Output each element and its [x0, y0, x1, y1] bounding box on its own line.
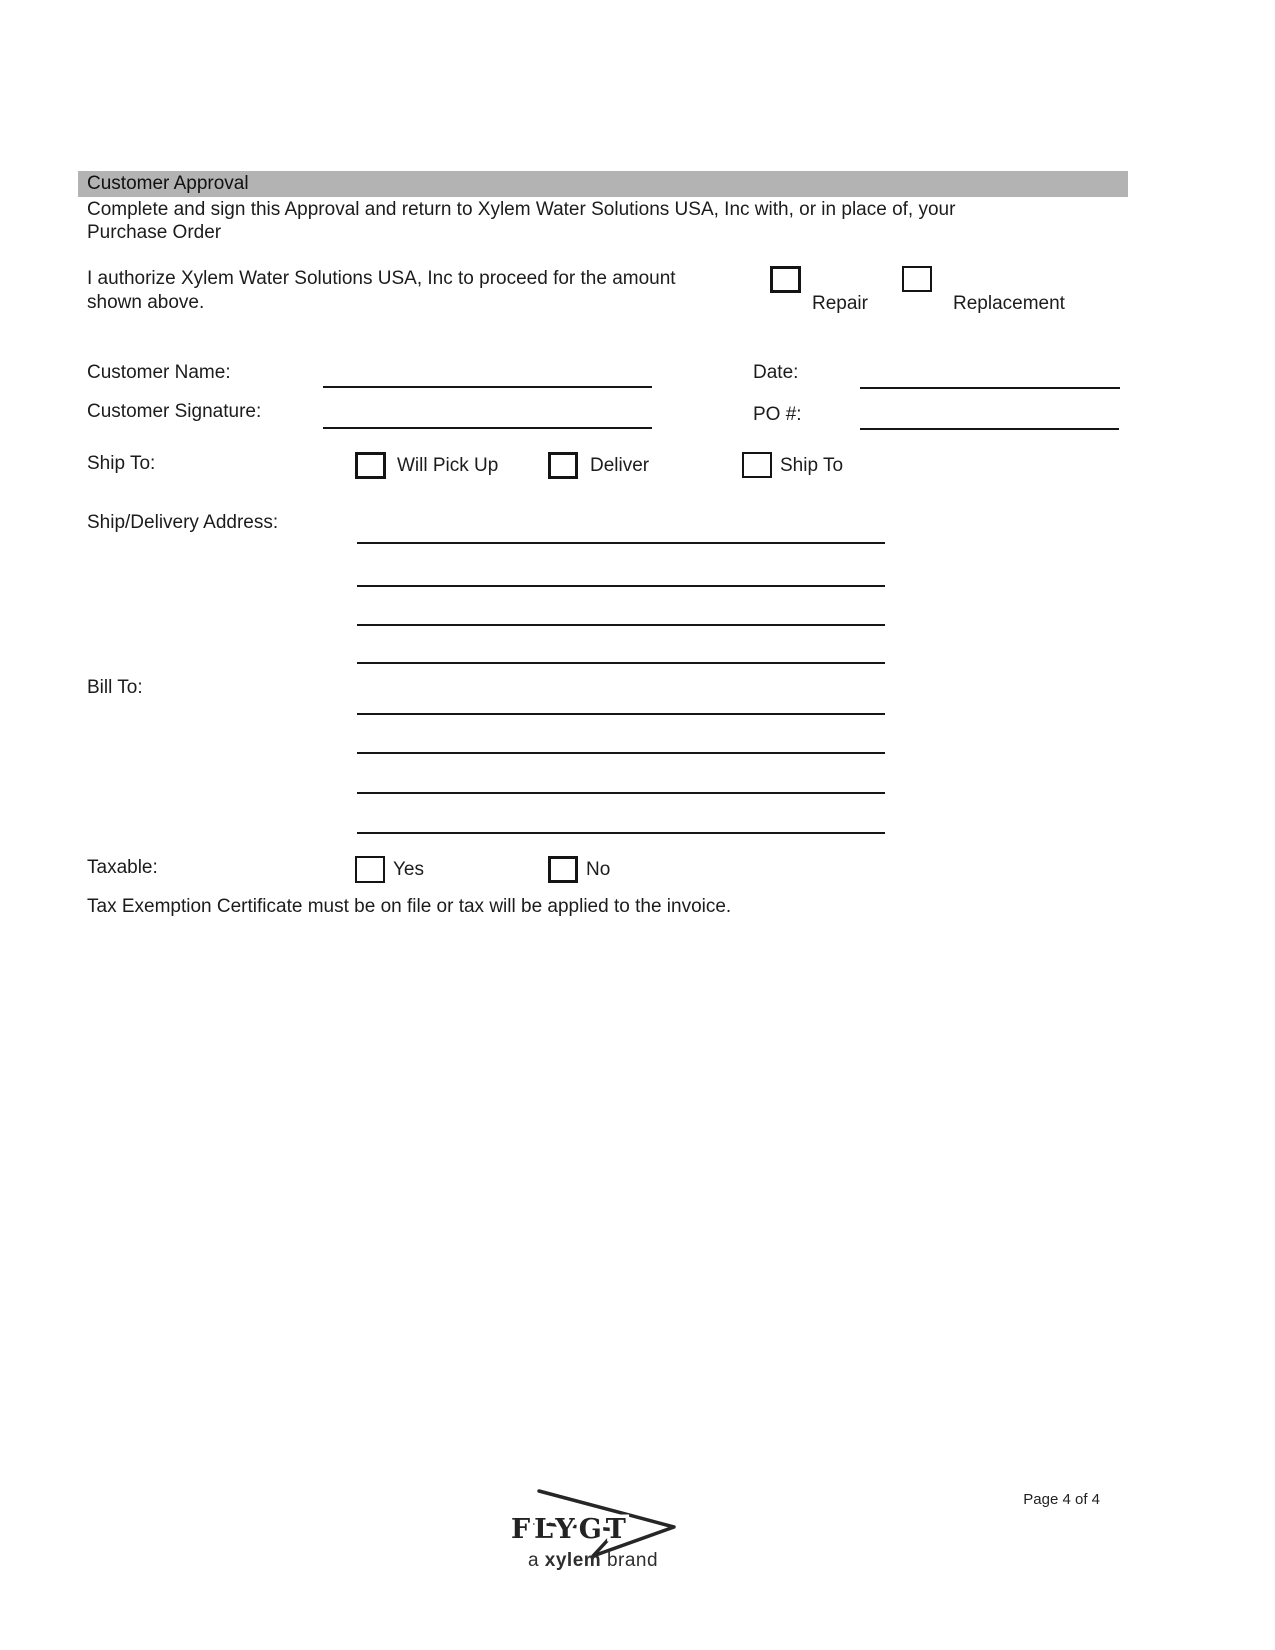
flygt-logo [493, 1486, 693, 1578]
po-number-field[interactable] [860, 404, 1119, 430]
ship-delivery-address-line[interactable] [357, 561, 885, 587]
taxable-yes-checkbox[interactable] [355, 856, 385, 883]
deliver-label: Deliver [590, 455, 650, 476]
instructions-line-2: Purchase Order [87, 222, 222, 243]
date-label: Date: [753, 362, 799, 383]
authorization-statement-line-1: I authorize Xylem Water Solutions USA, Inc to proceed for the amount [87, 268, 676, 289]
ship-to-label: Ship To: [87, 453, 156, 474]
po-number-label: PO #: [753, 404, 802, 425]
customer-signature-label: Customer Signature: [87, 401, 262, 422]
deliver-checkbox[interactable] [548, 452, 578, 479]
instructions-line-1: Complete and sign this Approval and return to Xylem Water Solutions USA, Inc with, or in place of, your [87, 199, 956, 220]
bill-to-line[interactable] [357, 768, 885, 794]
ship-to-option-label: Ship To [780, 455, 844, 476]
date-field[interactable] [860, 363, 1120, 389]
tagline-suffix: brand [606, 1550, 659, 1571]
flygt-wordmark: FLYGT [511, 1514, 630, 1545]
will-pick-up-label: Will Pick Up [397, 455, 499, 476]
ship-delivery-address-label: Ship/Delivery Address: [87, 512, 279, 533]
tagline-brand: xylem [544, 1550, 602, 1571]
customer-signature-field[interactable] [323, 403, 652, 429]
tagline-a: a [527, 1550, 540, 1571]
section-header-bar [78, 171, 1128, 197]
bill-to-line[interactable] [357, 728, 885, 754]
authorization-statement-line-2: shown above. [87, 292, 205, 313]
repair-label: Repair [812, 293, 868, 314]
taxable-yes-label: Yes [393, 859, 424, 880]
section-title: Customer Approval [87, 173, 249, 194]
ship-delivery-address-line[interactable] [357, 518, 885, 544]
bill-to-line[interactable] [357, 808, 885, 834]
taxable-no-checkbox[interactable] [548, 856, 578, 883]
customer-name-label: Customer Name: [87, 362, 231, 383]
xylem-tagline [523, 1550, 663, 1572]
taxable-no-label: No [586, 859, 611, 880]
page-number: Page 4 of 4 [1023, 1491, 1100, 1508]
ship-delivery-address-line[interactable] [357, 600, 885, 626]
ship-delivery-address-line[interactable] [357, 638, 885, 664]
customer-name-field[interactable] [323, 362, 652, 388]
tax-exemption-note: Tax Exemption Certificate must be on file or tax will be applied to the invoice. [87, 896, 732, 917]
ship-to-checkbox[interactable] [742, 452, 772, 478]
repair-checkbox[interactable] [770, 266, 801, 293]
bill-to-label: Bill To: [87, 677, 143, 698]
taxable-label: Taxable: [87, 857, 158, 878]
replacement-checkbox[interactable] [902, 266, 932, 292]
replacement-label: Replacement [953, 293, 1065, 314]
will-pick-up-checkbox[interactable] [355, 452, 386, 479]
bill-to-line[interactable] [357, 689, 885, 715]
